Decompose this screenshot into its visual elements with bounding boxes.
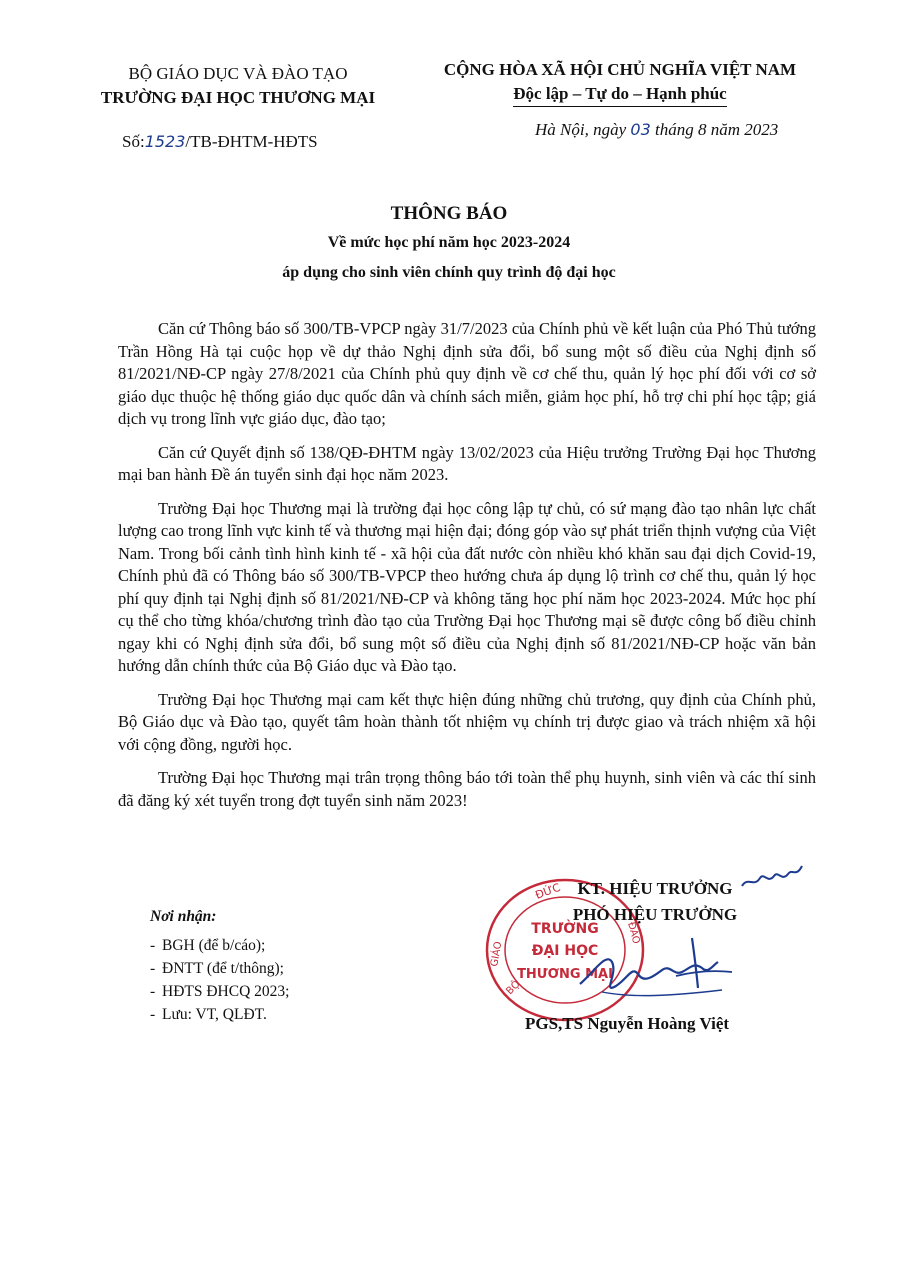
recipient-item: - Lưu: VT, QLĐT. <box>150 1003 289 1026</box>
initial-mark <box>738 858 808 898</box>
body-paragraph: Căn cứ Quyết định số 138/QĐ-ĐHTM ngày 13/02/2023 của Hiệu trưởng Trường Đại học Thương mại ban hành Đề án tuyển sinh đại học năm 2023. <box>118 442 816 484</box>
recipients-label: Nơi nhận: <box>150 908 217 925</box>
seal-outer-left: GIÁO <box>489 940 505 968</box>
country-name: CỘNG HÒA XÃ HỘI CHỦ NGHĨA VIỆT NAM <box>443 60 797 79</box>
doc-number-suffix: /TB-ĐHTM-HĐTS <box>185 132 318 151</box>
notice-title: THÔNG BÁO <box>390 203 508 224</box>
recipients-list <box>150 934 289 1026</box>
seal-outer-bottom: BỘ <box>504 978 523 998</box>
seal-outer-right: ĐÀO <box>625 920 642 946</box>
date-after-day: tháng 8 năm 2023 <box>650 120 779 139</box>
seal-line-1: TRƯỜNG <box>531 921 599 937</box>
notice-subject-line-2: áp dụng cho sinh viên chính quy trình độ đại học <box>282 264 616 281</box>
seal-line-2: ĐẠI HỌC <box>531 943 599 959</box>
body-paragraph: Trường Đại học Thương mại là trường đại học công lập tự chủ, có sứ mạng đào tạo nhân lực chất lượng cao trong lĩnh vực kinh tế và thương mại hiện đại; đóng góp vào sự phát triển thịnh vượng của Việt Nam. Trong bối cảnh tình hình kinh tế - xã hội của đất nước còn nhiều khó khăn sau đại dịch Covid-19, Chính phủ đã có Thông báo số 300/TB-VPCP theo hướng chưa áp dụng lộ trình cơ chế thu, quản lý học phí quy định tại Nghị định số 81/2021/NĐ-CP và không tăng học phí năm học 2023-2024. Mức học phí cụ thể cho từng khóa/chương trình đào tạo của Trường Đại học Thương mại sẽ được công bố điều chỉnh ngay khi có Nghị định sửa đổi, bổ sung một số điều của Nghị định số 81/2021/NĐ-CP hoặc văn bản hướng dẫn chính thức của Bộ Giáo dục và Đào tạo. <box>118 498 816 675</box>
recipient-item: - BGH (để b/cáo); <box>150 934 289 957</box>
body-paragraph: Căn cứ Thông báo số 300/TB-VPCP ngày 31/7/2023 của Chính phủ về kết luận của Phó Thủ tướng Trần Hồng Hà tại cuộc họp về dự thảo Nghị định sửa đổi, bổ sung một số điều của Nghị định số 81/2021/NĐ-CP ngày 27/8/2021 của Chính phủ quy định về cơ chế thu, quản lý học phí đối với cơ sở giáo dục thuộc hệ thống giáo dục quốc dân và chính sách miễn, giảm học phí, hỗ trợ chi phí học tập; giá dịch vụ trong lĩnh vực giáo dục, đào tạo; <box>118 319 816 428</box>
signatory-title <box>540 876 770 928</box>
notice-title-block <box>0 200 898 288</box>
date-before-day: Hà Nội, ngày <box>535 120 631 139</box>
notice-subject-line-1: Về mức học phí năm học 2023-2024 <box>327 234 571 251</box>
body-paragraph: Trường Đại học Thương mại cam kết thực hiện đúng những chủ trương, quy định của Chính phủ, Bộ Giáo dục và Đào tạo, quyết tâm hoàn thành tốt nhiệm vụ chính trị được giao và trách nhiệm xã hội với cộng đồng, người học. <box>118 689 816 754</box>
signatory-title-line-1: KT. HIỆU TRƯỞNG <box>577 879 733 898</box>
date-day-handwritten: 03 <box>630 120 651 139</box>
recipient-item: - ĐNTT (để t/thông); <box>150 957 289 980</box>
issuer-header <box>88 62 388 110</box>
signatory-title-line-2: PHÓ HIỆU TRƯỞNG <box>572 905 738 924</box>
notice-body <box>118 318 816 823</box>
university-name: TRƯỜNG ĐẠI HỌC THƯƠNG MẠI <box>100 88 376 107</box>
signatory-name: PGS,TS Nguyễn Hoàng Việt <box>525 1014 730 1033</box>
handwritten-signature <box>572 932 752 1010</box>
seal-line-3: THƯƠNG MẠI <box>517 967 613 982</box>
body-paragraph: Trường Đại học Thương mại trân trọng thông báo tới toàn thể phụ huynh, sinh viên và các thí sinh đã đăng ký xét tuyển trong đợt tuyển sinh năm 2023! <box>118 768 816 810</box>
recipients-block <box>150 905 289 1026</box>
doc-number-handwritten: 1523 <box>144 132 186 151</box>
doc-number-prefix: Số: <box>122 132 145 151</box>
national-header <box>405 58 835 107</box>
document-number <box>122 132 318 152</box>
national-motto: Độc lập – Tự do – Hạnh phúc <box>513 82 726 107</box>
ministry-name: BỘ GIÁO DỤC VÀ ĐÀO TẠO <box>128 64 348 83</box>
place-and-date <box>535 120 778 140</box>
recipient-item: - HĐTS ĐHCQ 2023; <box>150 980 289 1003</box>
seal-outer-top: ĐỨC <box>533 880 563 902</box>
